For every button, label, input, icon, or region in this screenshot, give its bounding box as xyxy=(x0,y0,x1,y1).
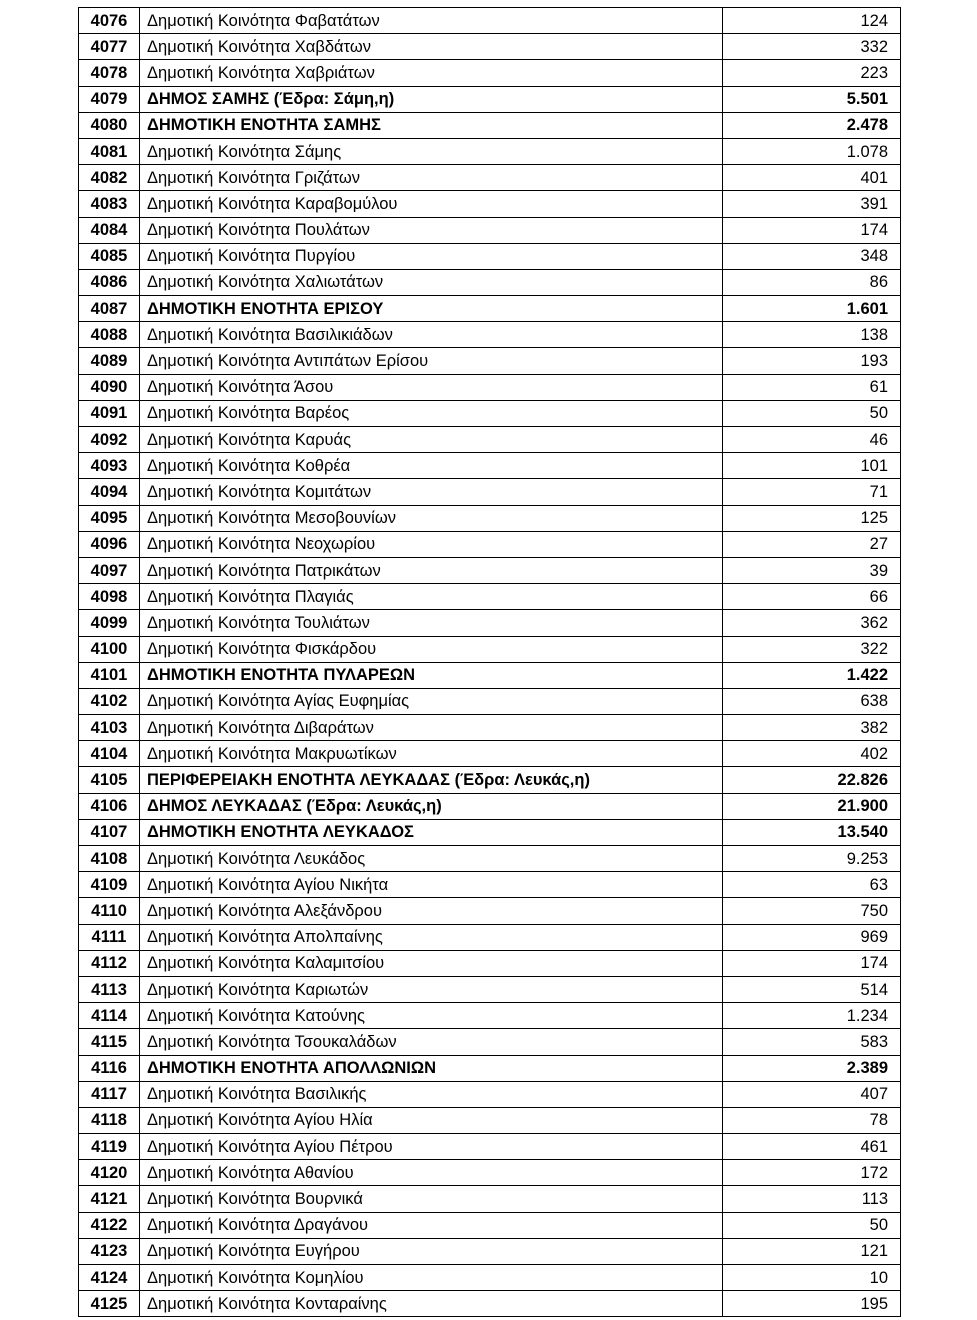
table-row xyxy=(79,1265,901,1291)
row-code: 4094 xyxy=(79,479,140,505)
row-population: 750 xyxy=(723,898,901,924)
row-area-name: Δημοτική Κοινότητα Καρυάς xyxy=(140,427,723,453)
row-population: 195 xyxy=(723,1291,901,1317)
row-area-name: Δημοτική Κοινότητα Χαλιωτάτων xyxy=(140,269,723,295)
table-row xyxy=(79,427,901,453)
table-row xyxy=(79,1238,901,1264)
table-row xyxy=(79,322,901,348)
table-row xyxy=(79,688,901,714)
row-code: 4090 xyxy=(79,374,140,400)
table-row xyxy=(79,610,901,636)
row-code: 4112 xyxy=(79,950,140,976)
table-row xyxy=(79,348,901,374)
row-code: 4096 xyxy=(79,531,140,557)
row-area-name: Δημοτική Κοινότητα Λευκάδος xyxy=(140,846,723,872)
row-area-name: Δημοτική Κοινότητα Αντιπάτων Ερίσου xyxy=(140,348,723,374)
row-population: 5.501 xyxy=(723,86,901,112)
row-code: 4122 xyxy=(79,1212,140,1238)
row-area-name: ΔΗΜΟΤΙΚΗ ΕΝΟΤΗΤΑ ΑΠΟΛΛΩΝΙΩΝ xyxy=(140,1055,723,1081)
row-population: 1.422 xyxy=(723,662,901,688)
row-code: 4125 xyxy=(79,1291,140,1317)
row-population: 27 xyxy=(723,531,901,557)
table-row xyxy=(79,846,901,872)
table-row xyxy=(79,191,901,217)
row-population: 61 xyxy=(723,374,901,400)
row-area-name: Δημοτική Κοινότητα Διβαράτων xyxy=(140,715,723,741)
row-code: 4115 xyxy=(79,1029,140,1055)
row-area-name: ΔΗΜΟΤΙΚΗ ΕΝΟΤΗΤΑ ΛΕΥΚΑΔΟΣ xyxy=(140,819,723,845)
row-code: 4108 xyxy=(79,846,140,872)
row-population: 121 xyxy=(723,1238,901,1264)
row-code: 4114 xyxy=(79,1003,140,1029)
table-row xyxy=(79,976,901,1002)
row-area-name: Δημοτική Κοινότητα Χαβδάτων xyxy=(140,34,723,60)
row-population: 9.253 xyxy=(723,846,901,872)
row-area-name: Δημοτική Κοινότητα Αγίας Ευφημίας xyxy=(140,688,723,714)
table-row xyxy=(79,1186,901,1212)
row-code: 4097 xyxy=(79,557,140,583)
row-population: 101 xyxy=(723,453,901,479)
table-row xyxy=(79,217,901,243)
row-code: 4124 xyxy=(79,1265,140,1291)
table-row xyxy=(79,1134,901,1160)
row-area-name: Δημοτική Κοινότητα Βουρνικά xyxy=(140,1186,723,1212)
row-code: 4107 xyxy=(79,819,140,845)
table-row xyxy=(79,60,901,86)
row-area-name: ΔΗΜΟΤΙΚΗ ΕΝΟΤΗΤΑ ΕΡΙΣΟΥ xyxy=(140,296,723,322)
table-row xyxy=(79,138,901,164)
row-code: 4100 xyxy=(79,636,140,662)
row-population: 50 xyxy=(723,400,901,426)
table-row xyxy=(79,531,901,557)
row-area-name: Δημοτική Κοινότητα Βασιλικής xyxy=(140,1081,723,1107)
table-row xyxy=(79,400,901,426)
row-population: 1.601 xyxy=(723,296,901,322)
row-area-name: Δημοτική Κοινότητα Καραβομύλου xyxy=(140,191,723,217)
table-row xyxy=(79,662,901,688)
table-row xyxy=(79,453,901,479)
row-population: 172 xyxy=(723,1160,901,1186)
row-population: 39 xyxy=(723,557,901,583)
row-area-name: Δημοτική Κοινότητα Κονταραίνης xyxy=(140,1291,723,1317)
population-table-page xyxy=(78,7,900,1317)
row-population: 1.078 xyxy=(723,138,901,164)
row-population: 401 xyxy=(723,165,901,191)
row-population: 322 xyxy=(723,636,901,662)
row-population: 46 xyxy=(723,427,901,453)
table-row xyxy=(79,950,901,976)
row-code: 4099 xyxy=(79,610,140,636)
table-row xyxy=(79,8,901,34)
row-code: 4104 xyxy=(79,741,140,767)
row-population: 969 xyxy=(723,924,901,950)
row-population: 1.234 xyxy=(723,1003,901,1029)
row-population: 332 xyxy=(723,34,901,60)
row-area-name: Δημοτική Κοινότητα Γριζάτων xyxy=(140,165,723,191)
row-area-name: Δημοτική Κοινότητα Κομηλίου xyxy=(140,1265,723,1291)
table-row xyxy=(79,1212,901,1238)
row-code: 4079 xyxy=(79,86,140,112)
row-area-name: Δημοτική Κοινότητα Κατούνης xyxy=(140,1003,723,1029)
table-row xyxy=(79,584,901,610)
table-row xyxy=(79,898,901,924)
row-area-name: Δημοτική Κοινότητα Μεσοβουνίων xyxy=(140,505,723,531)
table-row xyxy=(79,557,901,583)
row-code: 4121 xyxy=(79,1186,140,1212)
row-population: 78 xyxy=(723,1107,901,1133)
row-area-name: Δημοτική Κοινότητα Μακρυωτίκων xyxy=(140,741,723,767)
row-population: 193 xyxy=(723,348,901,374)
row-code: 4106 xyxy=(79,793,140,819)
table-row xyxy=(79,1003,901,1029)
row-area-name: Δημοτική Κοινότητα Αγίου Πέτρου xyxy=(140,1134,723,1160)
row-population: 583 xyxy=(723,1029,901,1055)
population-table xyxy=(78,7,901,1317)
row-code: 4091 xyxy=(79,400,140,426)
table-row xyxy=(79,924,901,950)
row-area-name: Δημοτική Κοινότητα Χαβριάτων xyxy=(140,60,723,86)
row-area-name: Δημοτική Κοινότητα Τουλιάτων xyxy=(140,610,723,636)
row-area-name: Δημοτική Κοινότητα Σάμης xyxy=(140,138,723,164)
row-population: 348 xyxy=(723,243,901,269)
row-population: 638 xyxy=(723,688,901,714)
row-code: 4077 xyxy=(79,34,140,60)
table-row xyxy=(79,1029,901,1055)
row-population: 391 xyxy=(723,191,901,217)
table-row xyxy=(79,296,901,322)
row-code: 4117 xyxy=(79,1081,140,1107)
table-row xyxy=(79,1160,901,1186)
row-population: 402 xyxy=(723,741,901,767)
row-code: 4109 xyxy=(79,872,140,898)
row-population: 174 xyxy=(723,217,901,243)
table-row xyxy=(79,269,901,295)
table-row xyxy=(79,243,901,269)
table-row xyxy=(79,165,901,191)
row-area-name: Δημοτική Κοινότητα Άσου xyxy=(140,374,723,400)
row-area-name: Δημοτική Κοινότητα Βαρέος xyxy=(140,400,723,426)
row-population: 113 xyxy=(723,1186,901,1212)
row-population: 10 xyxy=(723,1265,901,1291)
row-population: 50 xyxy=(723,1212,901,1238)
row-population: 382 xyxy=(723,715,901,741)
row-code: 4092 xyxy=(79,427,140,453)
table-row xyxy=(79,34,901,60)
row-code: 4110 xyxy=(79,898,140,924)
row-area-name: Δημοτική Κοινότητα Τσουκαλάδων xyxy=(140,1029,723,1055)
row-population: 71 xyxy=(723,479,901,505)
row-area-name: Δημοτική Κοινότητα Ευγήρου xyxy=(140,1238,723,1264)
row-code: 4102 xyxy=(79,688,140,714)
row-code: 4086 xyxy=(79,269,140,295)
row-population: 461 xyxy=(723,1134,901,1160)
row-code: 4101 xyxy=(79,662,140,688)
row-code: 4080 xyxy=(79,112,140,138)
row-area-name: Δημοτική Κοινότητα Βασιλικιάδων xyxy=(140,322,723,348)
row-population: 174 xyxy=(723,950,901,976)
table-body xyxy=(79,8,901,1317)
row-population: 21.900 xyxy=(723,793,901,819)
row-population: 362 xyxy=(723,610,901,636)
row-area-name: ΔΗΜΟΤΙΚΗ ΕΝΟΤΗΤΑ ΠΥΛΑΡΕΩΝ xyxy=(140,662,723,688)
row-area-name: Δημοτική Κοινότητα Φισκάρδου xyxy=(140,636,723,662)
row-code: 4119 xyxy=(79,1134,140,1160)
row-code: 4093 xyxy=(79,453,140,479)
row-area-name: ΔΗΜΟΣ ΣΑΜΗΣ (Έδρα: Σάμη,η) xyxy=(140,86,723,112)
row-population: 63 xyxy=(723,872,901,898)
row-code: 4116 xyxy=(79,1055,140,1081)
row-area-name: Δημοτική Κοινότητα Καλαμιτσίου xyxy=(140,950,723,976)
table-row xyxy=(79,872,901,898)
row-area-name: Δημοτική Κοινότητα Φαβατάτων xyxy=(140,8,723,34)
row-area-name: Δημοτική Κοινότητα Αγίου Ηλία xyxy=(140,1107,723,1133)
row-code: 4083 xyxy=(79,191,140,217)
row-area-name: Δημοτική Κοινότητα Απολπαίνης xyxy=(140,924,723,950)
row-code: 4105 xyxy=(79,767,140,793)
table-row xyxy=(79,767,901,793)
row-area-name: Δημοτική Κοινότητα Αλεξάνδρου xyxy=(140,898,723,924)
row-area-name: Δημοτική Κοινότητα Νεοχωρίου xyxy=(140,531,723,557)
row-area-name: Δημοτική Κοινότητα Αθανίου xyxy=(140,1160,723,1186)
row-code: 4089 xyxy=(79,348,140,374)
table-row xyxy=(79,636,901,662)
table-row xyxy=(79,479,901,505)
row-code: 4118 xyxy=(79,1107,140,1133)
row-area-name: Δημοτική Κοινότητα Καριωτών xyxy=(140,976,723,1002)
row-code: 4113 xyxy=(79,976,140,1002)
row-code: 4088 xyxy=(79,322,140,348)
row-population: 66 xyxy=(723,584,901,610)
row-area-name: ΠΕΡΙΦΕΡΕΙΑΚΗ ΕΝΟΤΗΤΑ ΛΕΥΚΑΔΑΣ (Έδρα: Λευκάς,η) xyxy=(140,767,723,793)
row-code: 4082 xyxy=(79,165,140,191)
row-population: 86 xyxy=(723,269,901,295)
row-population: 125 xyxy=(723,505,901,531)
row-area-name: Δημοτική Κοινότητα Πυργίου xyxy=(140,243,723,269)
row-area-name: Δημοτική Κοινότητα Πουλάτων xyxy=(140,217,723,243)
table-row xyxy=(79,374,901,400)
table-row xyxy=(79,505,901,531)
table-row xyxy=(79,715,901,741)
row-population: 22.826 xyxy=(723,767,901,793)
row-code: 4085 xyxy=(79,243,140,269)
row-population: 407 xyxy=(723,1081,901,1107)
table-row xyxy=(79,793,901,819)
row-code: 4076 xyxy=(79,8,140,34)
row-code: 4103 xyxy=(79,715,140,741)
row-code: 4087 xyxy=(79,296,140,322)
row-population: 138 xyxy=(723,322,901,348)
row-area-name: Δημοτική Κοινότητα Πλαγιάς xyxy=(140,584,723,610)
row-population: 514 xyxy=(723,976,901,1002)
row-area-name: ΔΗΜΟΣ ΛΕΥΚΑΔΑΣ (Έδρα: Λευκάς,η) xyxy=(140,793,723,819)
table-row xyxy=(79,1291,901,1317)
row-area-name: Δημοτική Κοινότητα Αγίου Νικήτα xyxy=(140,872,723,898)
row-code: 4111 xyxy=(79,924,140,950)
row-code: 4120 xyxy=(79,1160,140,1186)
row-code: 4098 xyxy=(79,584,140,610)
row-area-name: Δημοτική Κοινότητα Κοθρέα xyxy=(140,453,723,479)
table-row xyxy=(79,1055,901,1081)
row-area-name: Δημοτική Κοινότητα Πατρικάτων xyxy=(140,557,723,583)
row-area-name: ΔΗΜΟΤΙΚΗ ΕΝΟΤΗΤΑ ΣΑΜΗΣ xyxy=(140,112,723,138)
table-row xyxy=(79,1081,901,1107)
table-row xyxy=(79,741,901,767)
row-area-name: Δημοτική Κοινότητα Δραγάνου xyxy=(140,1212,723,1238)
table-row xyxy=(79,86,901,112)
row-population: 13.540 xyxy=(723,819,901,845)
table-row xyxy=(79,112,901,138)
row-area-name: Δημοτική Κοινότητα Κομιτάτων xyxy=(140,479,723,505)
row-code: 4123 xyxy=(79,1238,140,1264)
row-population: 124 xyxy=(723,8,901,34)
row-code: 4081 xyxy=(79,138,140,164)
row-code: 4095 xyxy=(79,505,140,531)
row-code: 4084 xyxy=(79,217,140,243)
table-row xyxy=(79,819,901,845)
row-population: 2.478 xyxy=(723,112,901,138)
row-code: 4078 xyxy=(79,60,140,86)
row-population: 223 xyxy=(723,60,901,86)
row-population: 2.389 xyxy=(723,1055,901,1081)
table-row xyxy=(79,1107,901,1133)
